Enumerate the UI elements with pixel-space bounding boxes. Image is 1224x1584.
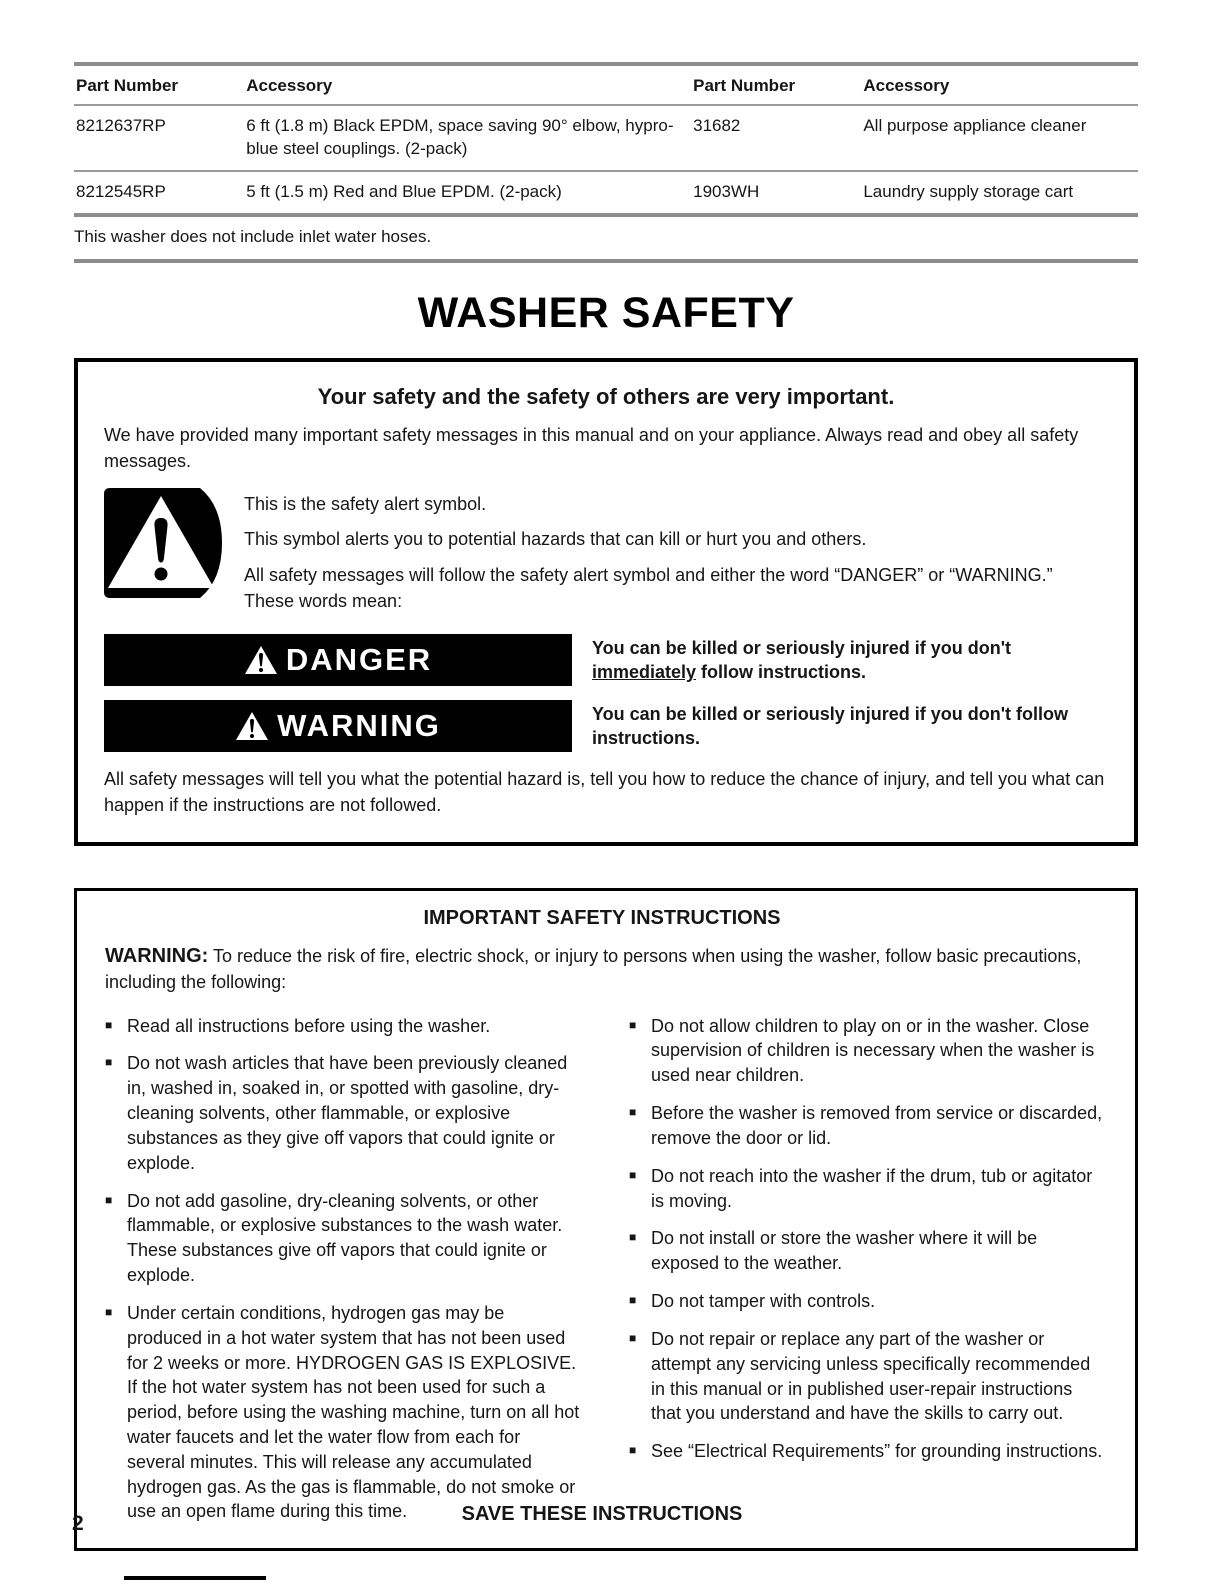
instruction-item: ■ See “Electrical Requirements” for grounding instructions.: [629, 1439, 1107, 1464]
safety-outro: All safety messages will tell you what the potential hazard is, tell you how to reduce the chance of injury, and tell you what can happen if the instructions are not followed.: [104, 769, 1105, 816]
instruction-item: ■ Read all instructions before using the washer.: [105, 1014, 583, 1039]
table-note: This washer does not include inlet water hoses.: [74, 217, 1138, 263]
danger-desc-pre: You can be killed or seriously injured if you don't: [592, 637, 1012, 658]
table-cell: 6 ft (1.8 m) Black EPDM, space saving 90° elbow, hypro-blue steel couplings. (2-pack): [244, 105, 691, 171]
warning-bar: [104, 700, 572, 752]
instruction-item: ■ Before the washer is removed from service or discarded, remove the door or lid.: [629, 1101, 1107, 1151]
safety-symbol-row: [104, 488, 1108, 624]
alert-triangle-icon: [244, 645, 278, 675]
table-cell: 31682: [691, 105, 861, 171]
instructions-box: [74, 888, 1138, 1551]
symbol-line: These words mean:: [244, 590, 403, 611]
table-cell: All purpose appliance cleaner: [861, 105, 1138, 171]
symbol-line: All safety messages will follow the safety alert symbol and either the word “DANGER” or “WARNING.”: [244, 564, 1053, 585]
instructions-title: IMPORTANT SAFETY INSTRUCTIONS: [423, 907, 781, 930]
symbol-line: This is the safety alert symbol.: [244, 494, 487, 514]
danger-desc-post: follow instructions.: [696, 662, 867, 683]
danger-row: [104, 634, 1108, 686]
table-cell: Laundry supply storage cart: [861, 171, 1138, 215]
instruction-item: ■ Do not wash articles that have been previously cleaned in, washed in, soaked in, or spotted with gasoline, dry-cleaning solvents, other flammable, or explosive substances as they give off vapors that could ignite or explode.: [105, 1051, 583, 1175]
warning-text: To reduce the risk of fire, electric shock, or injury to persons when using the washer, follow basic precautions, including the following:: [105, 946, 1082, 993]
instruction-item: ■ Do not repair or replace any part of the washer or attempt any servicing unless specifically recommended in this manual or in published user-repair instructions that you understand and have the skills to carry out.: [629, 1327, 1107, 1426]
danger-bar: [104, 634, 572, 686]
table-cell: 8212637RP: [74, 105, 244, 171]
instruction-item: ■ Do not add gasoline, dry-cleaning solvents, or other flammable, or explosive substances to the wash water. These substances give off vapors that could ignite or explode.: [105, 1189, 583, 1288]
safety-alert-symbol-icon: [104, 488, 222, 603]
instruction-item: ■ Do not reach into the washer if the drum, tub or agitator is moving.: [629, 1164, 1107, 1214]
column-header: Accessory: [863, 76, 950, 95]
accessories-table: [74, 62, 1138, 217]
instruction-list-right: [629, 1014, 1107, 1464]
instruction-column-left: [105, 1014, 583, 1538]
warning-label: WARNING: [277, 708, 441, 744]
danger-label: DANGER: [285, 642, 433, 678]
instruction-columns: [105, 1014, 1107, 1538]
instruction-column-right: [629, 1014, 1107, 1538]
safety-box: [74, 358, 1138, 847]
warning-word: WARNING:: [105, 945, 209, 968]
column-header: Part Number: [693, 76, 796, 95]
danger-desc-underlined: immediately: [592, 662, 697, 683]
column-header: Accessory: [246, 76, 333, 95]
instruction-item: ■ Under certain conditions, hydrogen gas may be produced in a hot water system that has not been used for 2 weeks or more. HYDROGEN GAS IS EXPLOSIVE. If the hot water system has not been used for such a period, before using the washing machine, turn on all hot water faucets and let the water flow from each for several minutes. This will release any accumulated hydrogen gas. As the gas is flammable, do not smoke or use an open flame during this time.: [105, 1301, 583, 1524]
alert-triangle-icon: [235, 711, 269, 741]
save-instructions-line: SAVE THESE INSTRUCTIONS: [461, 1503, 743, 1526]
page-title: WASHER SAFETY: [417, 288, 795, 337]
table-row: [74, 171, 1138, 215]
symbol-line: This symbol alerts you to potential hazards that can kill or hurt you and others.: [244, 529, 867, 550]
instruction-item: ■ Do not install or store the washer where it will be exposed to the weather.: [629, 1226, 1107, 1276]
safety-symbol-text: [244, 488, 1053, 624]
warning-description: You can be killed or seriously injured if you don't follow instructions.: [592, 703, 1068, 749]
column-header: Part Number: [76, 76, 179, 95]
instruction-item: ■ Do not tamper with controls.: [629, 1289, 1107, 1314]
warning-paragraph: [105, 942, 1107, 995]
table-row: [74, 105, 1138, 171]
footer-rule: [124, 1576, 266, 1580]
table-cell: 5 ft (1.5 m) Red and Blue EPDM. (2-pack): [244, 171, 691, 215]
table-cell: 1903WH: [691, 171, 861, 215]
warning-row: [104, 700, 1108, 752]
instruction-list-left: [105, 1014, 583, 1525]
table-header-row: [74, 64, 1138, 105]
danger-description: [592, 636, 1108, 685]
instruction-item: ■ Do not allow children to play on or in the washer. Close supervision of children is necessary when the washer is used near children.: [629, 1014, 1107, 1088]
page-number: 2: [72, 1512, 84, 1535]
table-cell: 8212545RP: [74, 171, 244, 215]
safety-intro: We have provided many important safety messages in this manual and on your appliance. Always read and obey all safety messages.: [104, 424, 1079, 471]
safety-heading: Your safety and the safety of others are very important.: [317, 383, 895, 409]
